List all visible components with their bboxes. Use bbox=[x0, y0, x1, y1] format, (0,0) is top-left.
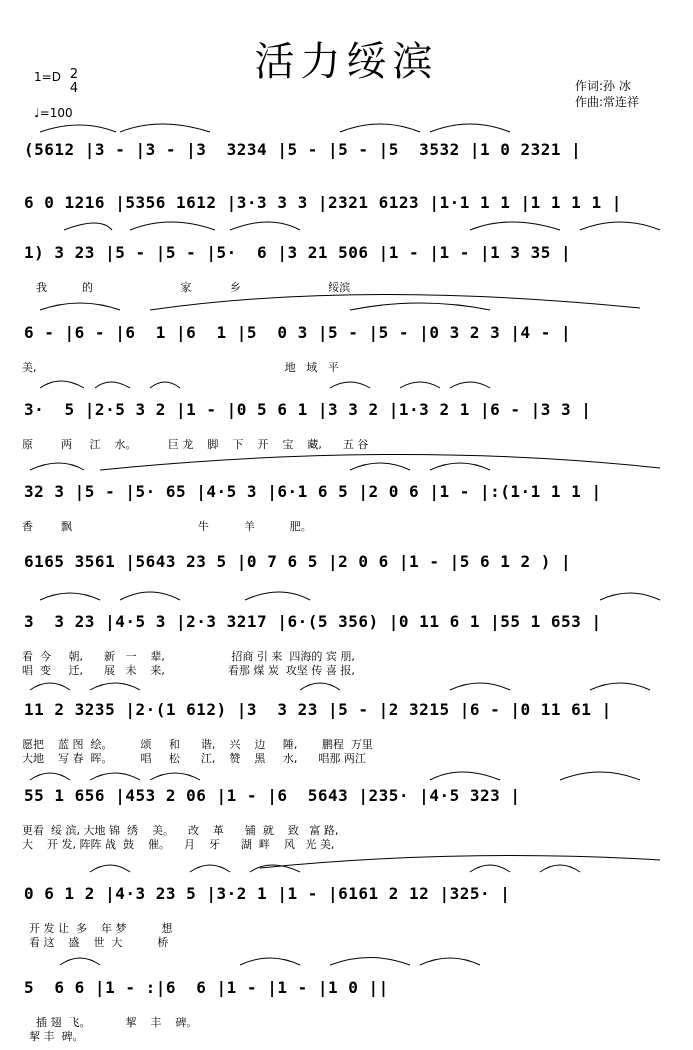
music-row bbox=[24, 884, 664, 912]
music-row bbox=[24, 140, 664, 168]
jianpu-notes: 3· 5 |2·5 3 2 |1 - |0 5 6 1 |3 3 2 |1·3 2 1 |6 - |3 3 | bbox=[24, 400, 592, 419]
time-signature-top: 2 bbox=[69, 67, 79, 82]
tempo-marking: ♩=100 bbox=[34, 106, 73, 120]
jianpu-notes: 0 6 1 2 |4·3 23 5 |3·2 1 |1 - |6161 2 12 |325· | bbox=[24, 884, 511, 903]
music-row bbox=[24, 786, 664, 814]
music-row bbox=[24, 193, 664, 221]
lyric-line-2: 看 这 盛 世 大 桥 bbox=[22, 936, 169, 949]
jianpu-notes: (5612 |3 - |3 - |3 3234 |5 - |5 - |5 3532 |1 0 2321 | bbox=[24, 140, 582, 159]
jianpu-notes: 55 1 656 |453 2 06 |1 - |6 5643 |235· |4·5 323 | bbox=[24, 786, 521, 805]
lyric-line: 开 发 让 多 年 梦 想 bbox=[22, 922, 173, 935]
jianpu-notes: 6 0 1216 |5356 1612 |3·3 3 3 |2321 6123 |1·1 1 1 |1 1 1 1 | bbox=[24, 193, 622, 212]
time-signature-bottom: 4 bbox=[69, 81, 79, 96]
music-row bbox=[24, 482, 664, 510]
music-row bbox=[24, 243, 664, 271]
lyric-line-2: 挈 丰 碑。 bbox=[22, 1030, 84, 1043]
jianpu-notes: 3 3 23 |4·5 3 |2·3 3217 |6·(5 356) |0 11 6 1 |55 1 653 | bbox=[24, 612, 602, 631]
music-row bbox=[24, 612, 664, 640]
lyric-line-2: 唱 变 迁, 展 未 来, 看那 煤 炭 攻坚 传 喜 报, bbox=[22, 664, 355, 677]
time-signature bbox=[68, 68, 80, 96]
music-row bbox=[24, 978, 664, 1006]
jianpu-notes: 11 2 3235 |2·(1 612) |3 3 23 |5 - |2 3215 |6 - |0 11 61 | bbox=[24, 700, 612, 719]
jianpu-notes: 5 6 6 |1 - :|6 6 |1 - |1 - |1 0 || bbox=[24, 978, 389, 997]
jianpu-notes: 6 - |6 - |6 1 |6 1 |5 0 3 |5 - |5 - |0 3 2 3 |4 - | bbox=[24, 323, 572, 342]
jianpu-notes: 32 3 |5 - |5· 65 |4·5 3 |6·1 6 5 |2 0 6 |1 - |:(1·1 1 1 | bbox=[24, 482, 602, 501]
music-row bbox=[24, 700, 664, 728]
jianpu-notes: 1) 3 23 |5 - |5 - |5· 6 |3 21 506 |1 - |1 - |1 3 35 | bbox=[24, 243, 572, 262]
lyric-line: 香 飘 牛 羊 肥。 bbox=[22, 520, 312, 533]
lyric-line: 更看 绥 滨, 大地 锦 绣 美。 改 革 铺 就 致 富 路, bbox=[22, 824, 339, 837]
key-signature bbox=[34, 67, 79, 96]
lyric-line: 愿把 蓝 图 绘。 颂 和 谐, 兴 边 陲, 鹏程 万里 bbox=[22, 738, 373, 751]
lyric-line: 美, 地 域 平 bbox=[22, 361, 339, 374]
lyric-line: 原 两 江 水。 巨 龙 脚 下 开 宝 藏, 五 谷 bbox=[22, 438, 369, 451]
lyric-line-2: 大 开 发, 阵阵 战 鼓 催。 月 牙 湖 畔 风 光 美, bbox=[22, 838, 335, 851]
composer: 作曲:常连祥 bbox=[575, 95, 640, 109]
credits bbox=[575, 78, 639, 110]
lyricist: 作词:孙 冰 bbox=[575, 79, 631, 93]
song-title: 活力绥滨 bbox=[254, 39, 439, 85]
music-row bbox=[24, 323, 664, 351]
lyric-line-2: 大地 写 春 晖。 唱 松 江, 赞 黑 水, 唱那 两江 bbox=[22, 752, 366, 765]
lyric-line: 看 今 朝, 新 一 辈, 招商 引 来 四海的 宾 朋, bbox=[22, 650, 355, 663]
key-label: 1=D bbox=[34, 70, 61, 84]
music-row bbox=[24, 552, 664, 580]
lyric-line: 我 的 家 乡 绥滨 bbox=[22, 281, 351, 294]
music-row bbox=[24, 400, 664, 428]
lyric-line: 插 翅 飞。 挈 丰 碑。 bbox=[22, 1016, 198, 1029]
jianpu-notes: 6165 3561 |5643 23 5 |0 7 6 5 |2 0 6 |1 - |5 6 1 2 ) | bbox=[24, 552, 572, 571]
